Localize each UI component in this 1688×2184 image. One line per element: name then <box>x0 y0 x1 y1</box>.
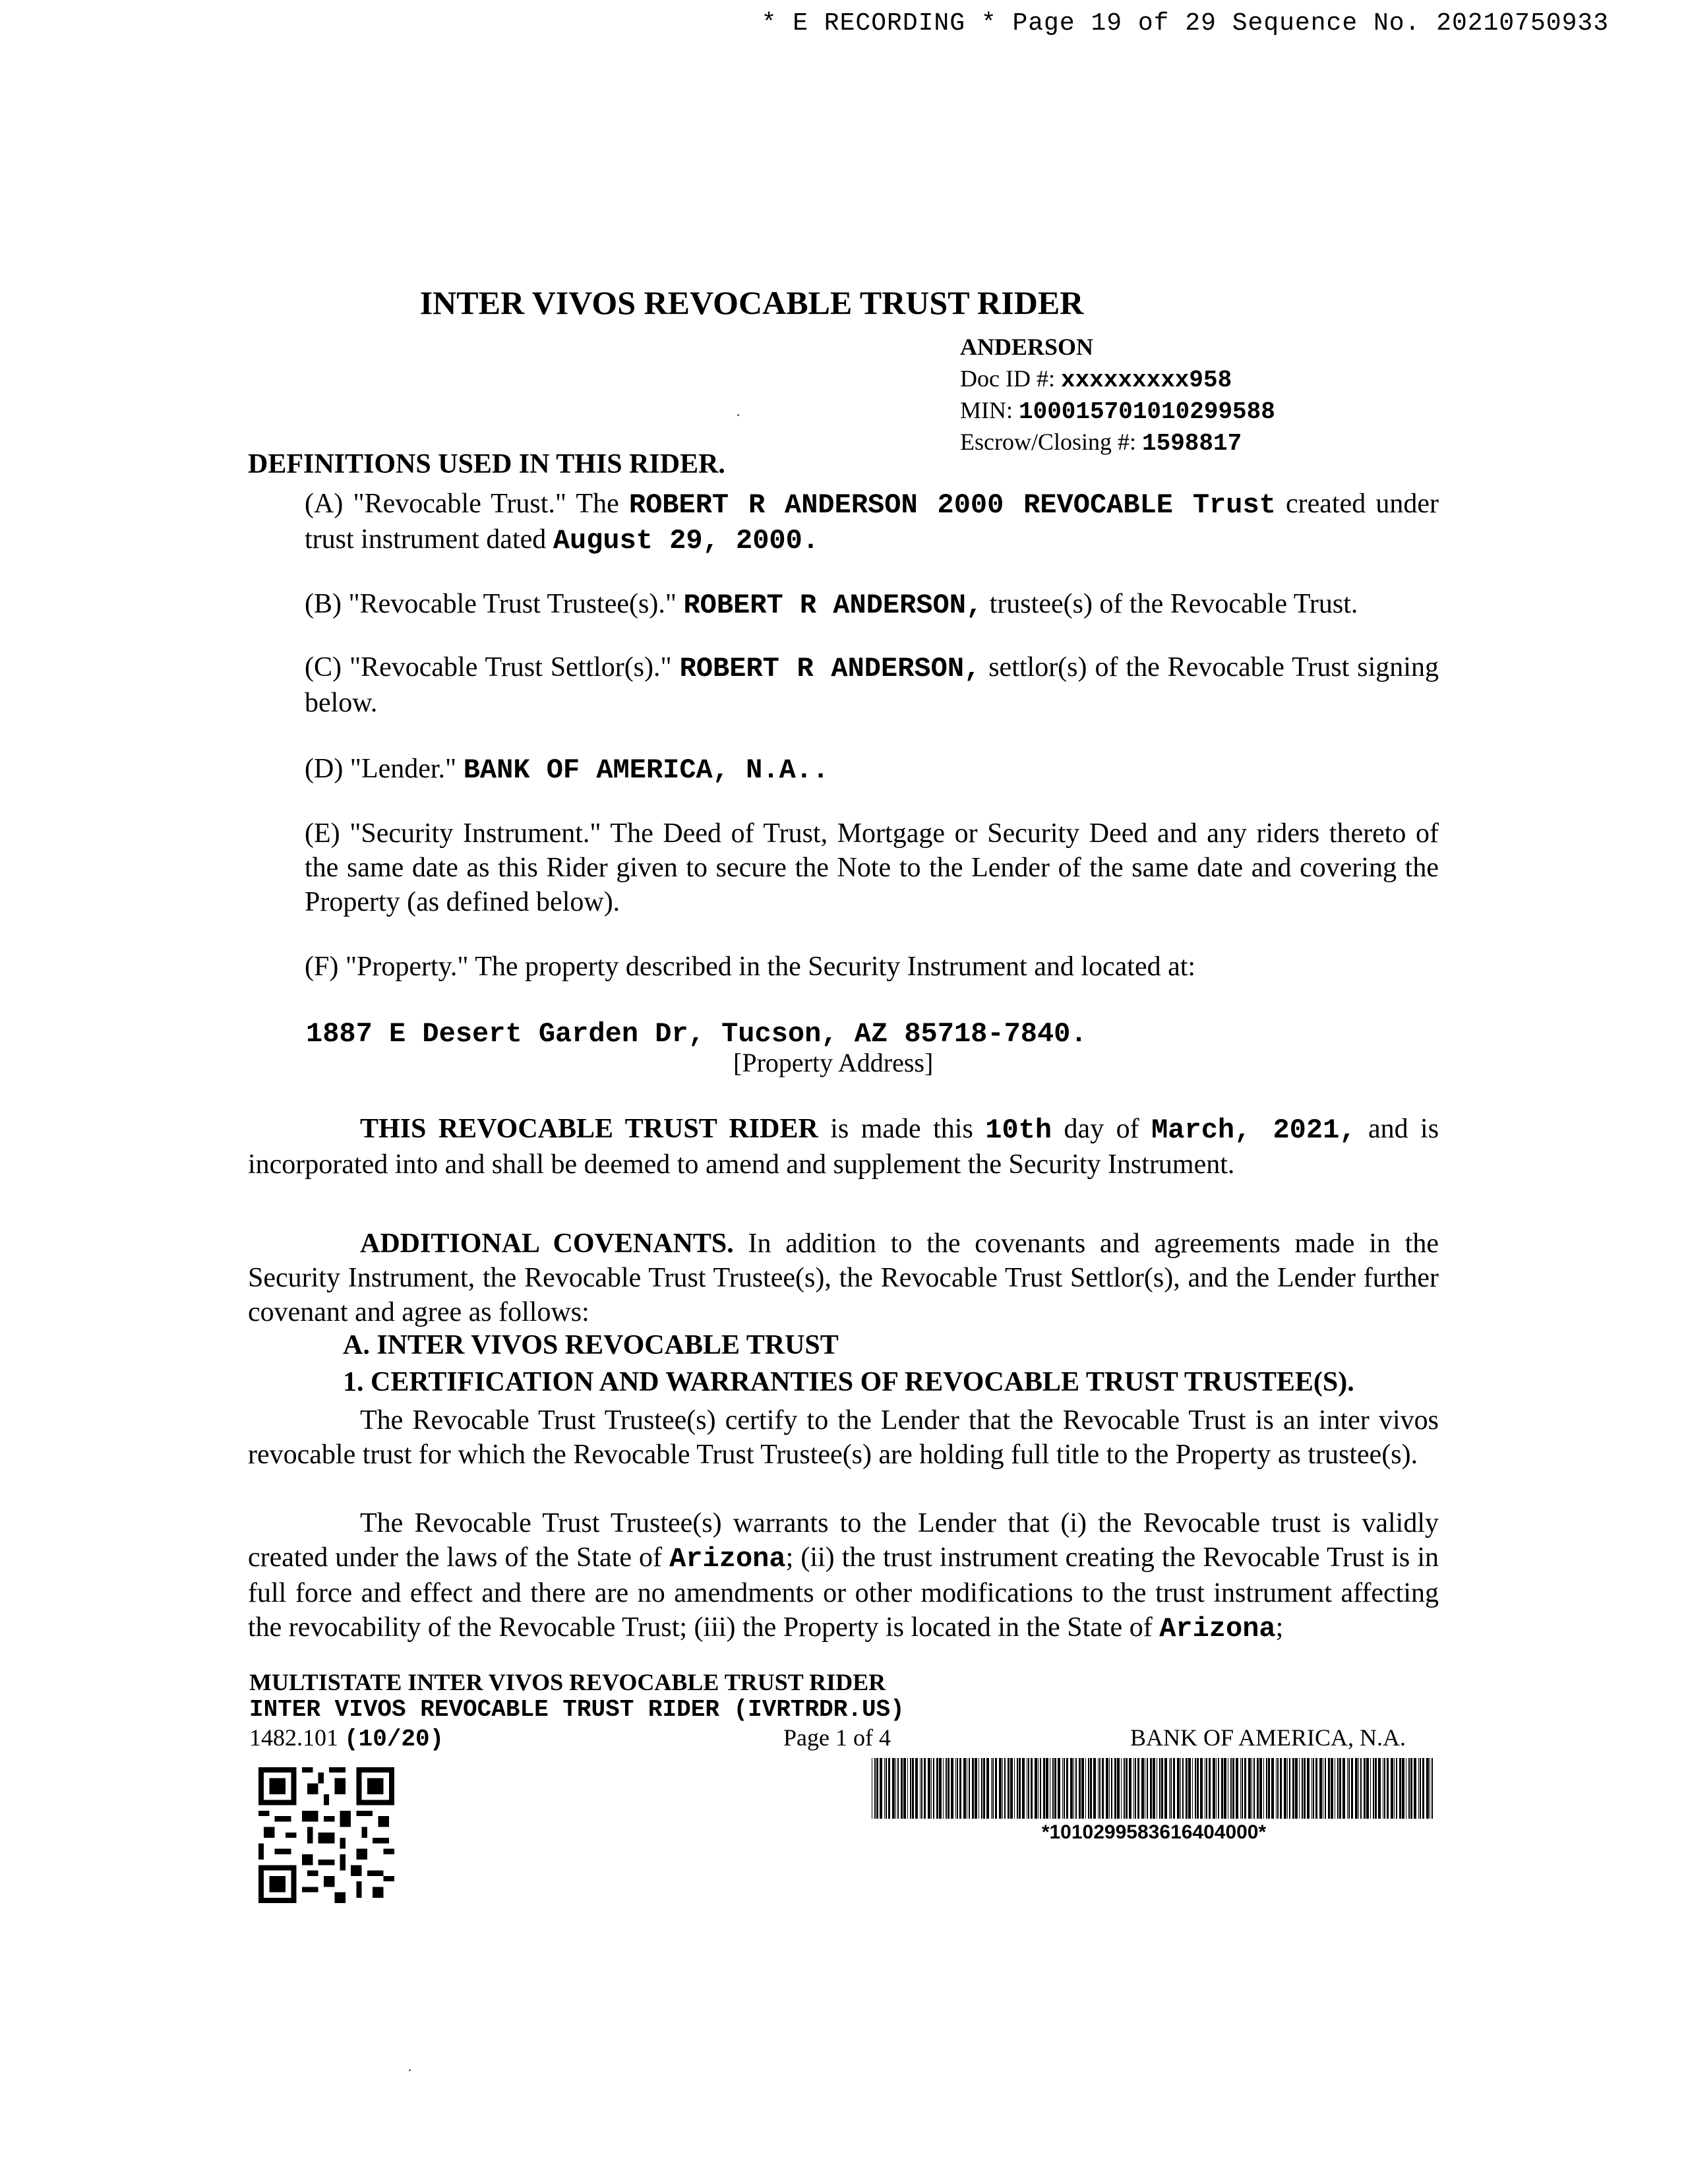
covenants-text: In addition to the covenants and agreements made in the Security Instrument, the Revocable Trust Trustee(s), the Revocable Trust Settlor(s), and the Lender further covenant and agree as follows: <box>248 1228 1439 1327</box>
lender-name: BANK OF AMERICA, N.A.. <box>463 754 829 786</box>
state-name: Arizona <box>669 1543 786 1575</box>
definition-b <box>305 587 1439 622</box>
document-title: INTER VIVOS REVOCABLE TRUST RIDER <box>419 284 1084 321</box>
definition-b-prefix: (B) "Revocable Trust Trustee(s)." <box>305 589 677 619</box>
borrower-name: ANDERSON <box>960 334 1094 360</box>
form-number-value: 1482.101 <box>249 1724 338 1751</box>
state-name-2: Arizona <box>1159 1613 1276 1645</box>
scan-speck-bottom <box>409 2069 411 2071</box>
section-a-heading: A. INTER VIVOS REVOCABLE TRUST <box>343 1330 839 1360</box>
barcode-icon <box>870 1758 1437 1819</box>
form-number <box>249 1724 444 1753</box>
escrow-value: 1598817 <box>1142 430 1242 457</box>
rider-month-year: March, 2021, <box>1151 1114 1356 1146</box>
rider-day: 10th <box>985 1114 1052 1146</box>
covenants-lead: ADDITIONAL COVENANTS. <box>360 1228 734 1259</box>
definition-f: (F) "Property." The property described in the Security Instrument and located at: <box>305 952 1196 982</box>
min-number <box>960 394 1275 428</box>
recording-header: * E RECORDING * Page 19 of 29 Sequence No. 20210750933 <box>761 9 1609 38</box>
rider-statement-p1: is made this <box>830 1114 973 1144</box>
definitions-heading: DEFINITIONS USED IN THIS RIDER. <box>248 449 725 479</box>
warranties-paragraph <box>248 1506 1439 1646</box>
doc-id-value: xxxxxxxxx958 <box>1060 367 1232 394</box>
additional-covenants <box>248 1227 1439 1329</box>
settlor-name: ROBERT R ANDERSON, <box>679 653 981 684</box>
definition-d-prefix: (D) "Lender." <box>305 754 457 784</box>
definition-a-mid: created under trust instrument dated <box>305 489 1439 555</box>
doc-id-label: Doc ID #: <box>960 365 1055 392</box>
lender-footer: BANK OF AMERICA, N.A. <box>1130 1724 1406 1751</box>
trust-name: ROBERT R ANDERSON 2000 REVOCABLE Trust <box>628 489 1276 521</box>
trust-date: August 29, 2000. <box>553 525 820 557</box>
definition-c-prefix: (C) "Revocable Trust Settlor(s)." <box>305 652 672 682</box>
rider-statement-lead: THIS REVOCABLE TRUST RIDER <box>360 1114 818 1144</box>
escrow-number <box>960 426 1242 460</box>
page-number: Page 1 of 4 <box>783 1724 891 1751</box>
definition-a <box>305 487 1439 558</box>
definition-a-prefix: (A) "Revocable Trust." The <box>305 489 619 519</box>
min-label: MIN: <box>960 397 1013 423</box>
doc-id <box>960 363 1232 396</box>
definition-e: (E) "Security Instrument." The Deed of Trust, Mortgage or Security Deed and any riders thereto of the same date as this Rider given to secure the Note to the Lender of the same date and covering the Property (as defined below). <box>305 818 1439 917</box>
property-address: 1887 E Desert Garden Dr, Tucson, AZ 85718-7840. <box>306 1018 1087 1050</box>
rider-statement-p2: day of <box>1064 1114 1139 1144</box>
form-title: MULTISTATE INTER VIVOS REVOCABLE TRUST RIDER <box>249 1669 886 1695</box>
form-code: INTER VIVOS REVOCABLE TRUST RIDER (IVRTRDR.US) <box>249 1696 905 1723</box>
qr-code-icon <box>258 1767 394 1903</box>
rider-statement-p3: and is incorporated into and shall be deemed to amend and supplement the Security Instrument. <box>248 1114 1439 1180</box>
form-date: (10/20) <box>344 1726 444 1753</box>
warranties-part-a: The Revocable Trust Trustee(s) warrants to the Lender that (i) the Revocable trust is validly created under the laws of the State of <box>248 1508 1439 1573</box>
definition-c-suffix: settlor(s) of the Revocable Trust signing below. <box>305 652 1439 718</box>
barcode-number: *1010299583616404000* <box>1041 1821 1267 1843</box>
warranties-part-b: ; (ii) the trust instrument creating the Revocable Trust is in full force and effect and there are no amendments or other modifications to the trust instrument affecting the revocability of the Revocable Trust; (iii) the Property is located in the State of <box>248 1542 1439 1643</box>
min-value: 100015701010299588 <box>1019 398 1275 425</box>
trustee-name: ROBERT R ANDERSON, <box>683 590 983 621</box>
certification-paragraph: The Revocable Trust Trustee(s) certify to the Lender that the Revocable Trust is an inter vivos revocable trust for which the Revocable Trust Trustee(s) are holding full title to the Property as trustee(s). <box>248 1405 1439 1470</box>
section-1-heading: 1. CERTIFICATION AND WARRANTIES OF REVOCABLE TRUST TRUSTEE(S). <box>343 1367 1354 1397</box>
property-address-label: [Property Address] <box>733 1048 934 1077</box>
definition-b-suffix: trustee(s) of the Revocable Trust. <box>989 589 1358 619</box>
definition-c <box>305 650 1439 720</box>
rider-statement <box>248 1112 1439 1182</box>
scan-speck <box>737 414 739 416</box>
escrow-label: Escrow/Closing #: <box>960 429 1136 455</box>
warranties-part-c: ; <box>1275 1612 1284 1643</box>
definition-d <box>305 752 1439 787</box>
